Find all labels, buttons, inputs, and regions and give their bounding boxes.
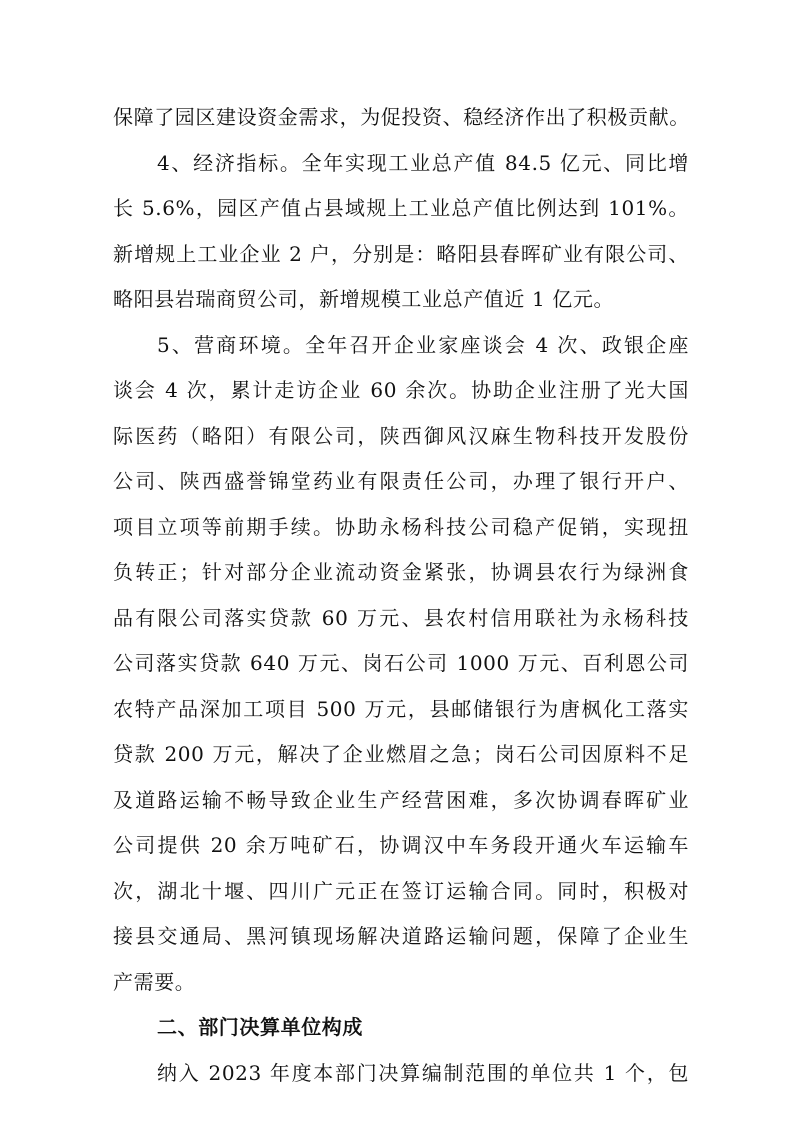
document-body (113, 95, 689, 1096)
paragraph-line: 公司落实贷款 640 万元、岗石公司 1000 万元、百利恩公司 (113, 651, 689, 675)
section-heading: 二、部门决算单位构成 (157, 1015, 363, 1039)
paragraph-line: 次，湖北十堰、四川广元正在签订运输合同。同时，积极对 (113, 878, 689, 903)
paragraph-line: 公司、陕西盛誉锦堂药业有限责任公司，办理了银行开户、 (113, 469, 689, 493)
paragraph-line: 际医药（略阳）有限公司，陕西御风汉麻生物科技开发股份 (113, 423, 689, 448)
paragraph-line: 农特产品深加工项目 500 万元，县邮储银行为唐枫化工落实 (113, 696, 689, 721)
paragraph-line: 及道路运输不畅导致企业生产经营困难，多次协调春晖矿业 (113, 787, 689, 812)
paragraph-line: 略阳县岩瑞商贸公司，新增规模工业总产值近 1 亿元。 (113, 287, 615, 311)
paragraph-line: 负转正；针对部分企业流动资金紧张，协调县农行为绿洲食 (113, 560, 689, 584)
paragraph-line: 接县交通局、黑河镇现场解决道路运输问题，保障了企业生 (113, 924, 689, 948)
paragraph-line: 项目立项等前期手续。协助永杨科技公司稳产促销，实现扭 (113, 514, 689, 539)
paragraph-line: 保障了园区建设资金需求，为促投资、稳经济作出了积极贡献。 (113, 105, 690, 129)
paragraph-line: 贷款 200 万元，解决了企业燃眉之急；岗石公司因原料不足 (113, 742, 689, 766)
paragraph-line: 5、营商环境。全年召开企业家座谈会 4 次、政银企座 (157, 332, 689, 357)
paragraph-line: 品有限公司落实贷款 60 万元、县农村信用联社为永杨科技 (113, 605, 689, 630)
paragraph-line: 纳入 2023 年度本部门决算编制范围的单位共 1 个，包 (157, 1060, 689, 1085)
paragraph-line: 新增规上工业企业 2 户，分别是：略阳县春晖矿业有限公司、 (113, 241, 689, 266)
paragraph-line: 公司提供 20 余万吨矿石，协调汉中车务段开通火车运输车 (113, 833, 689, 857)
paragraph-line: 4、经济指标。全年实现工业总产值 84.5 亿元、同比增 (157, 150, 689, 175)
paragraph-line: 长 5.6%，园区产值占县域规上工业总产值比例达到 101%。 (113, 196, 689, 220)
paragraph-line: 产需要。 (113, 969, 196, 994)
paragraph-line: 谈会 4 次，累计走访企业 60 余次。协助企业注册了光大国 (113, 378, 689, 402)
